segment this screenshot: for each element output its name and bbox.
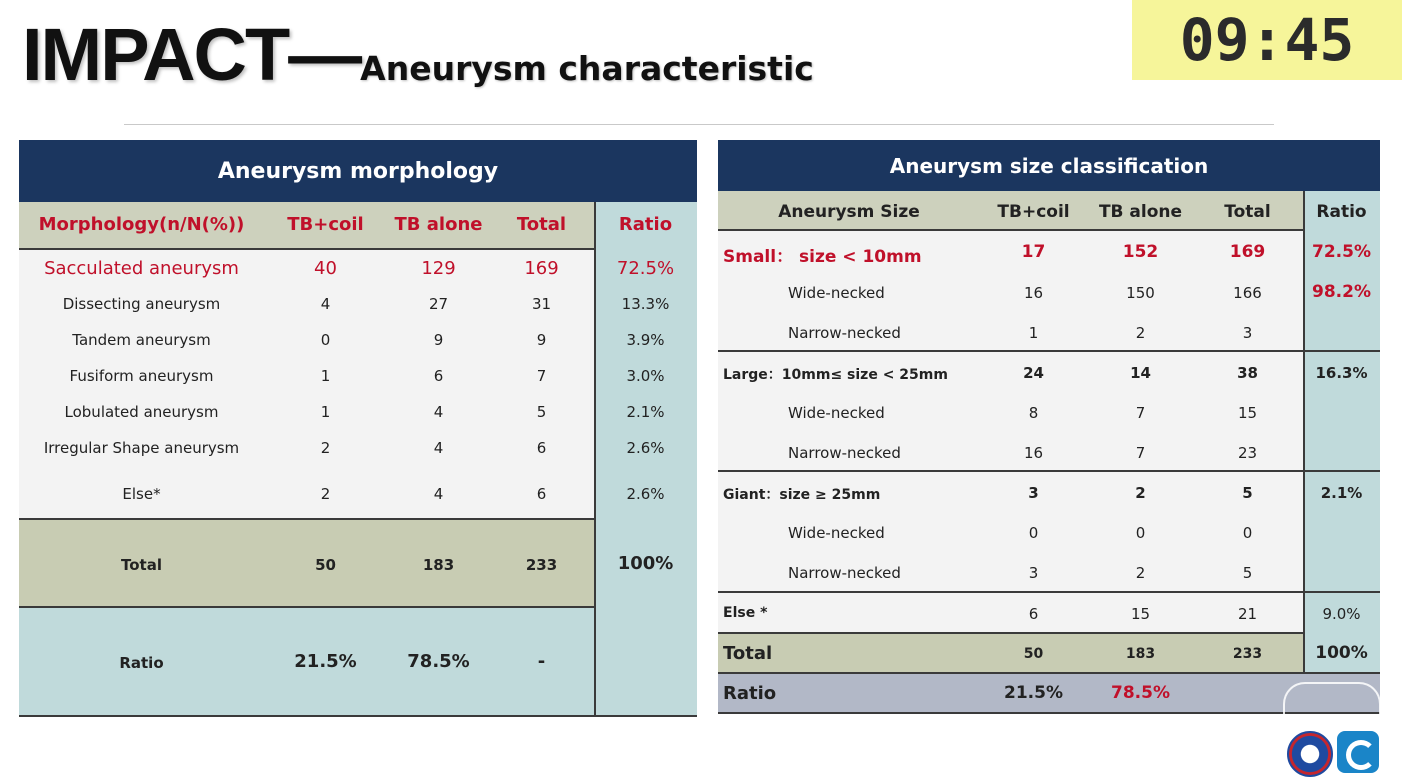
- total-row-tbalone: 183: [422, 556, 455, 574]
- title-divider: [124, 124, 1274, 125]
- col-header-total: Total: [516, 214, 567, 235]
- giant-wide-tbalone: 0: [1135, 524, 1146, 542]
- large-narrow-tbalone: 7: [1135, 444, 1146, 462]
- row-ratio: 2.6%: [626, 485, 665, 503]
- col-header-ratio: Ratio: [618, 214, 673, 235]
- row-name: Else*: [122, 485, 161, 503]
- size-ratio-tbcoil: 21.5%: [1004, 683, 1063, 703]
- group-divider: [718, 350, 1380, 352]
- group-giant-label: Giant：size ≥ 25mm: [723, 487, 881, 503]
- watermark-arc: [1283, 682, 1381, 722]
- title-dash: —: [288, 13, 361, 96]
- group-divider: [718, 591, 1380, 593]
- morphology-ratio-column: [594, 202, 697, 717]
- row-tbalone: 129: [421, 258, 456, 279]
- row-total: 7: [536, 367, 547, 385]
- title-subtitle: Aneurysm characteristic: [360, 49, 814, 88]
- row-name: Irregular Shape aneurysm: [43, 439, 240, 457]
- row-ratio: 72.5%: [616, 258, 675, 279]
- giant-wide-tbcoil: 0: [1028, 524, 1039, 542]
- size-ratio-label: Ratio: [723, 683, 777, 704]
- size-ratio-tbalone: 78.5%: [1111, 683, 1170, 703]
- size-total-tbalone: 183: [1125, 646, 1156, 662]
- large-narrow-total: 23: [1237, 444, 1258, 462]
- giant-wide-label: Wide-necked: [788, 524, 885, 542]
- col-header-total: Total: [1224, 202, 1271, 222]
- group-small-label: Small： size < 10mm: [723, 247, 922, 267]
- group-large-tbalone: 14: [1130, 364, 1151, 382]
- col-header-tbcoil: TB+coil: [997, 202, 1070, 222]
- group-small-tbalone: 152: [1122, 242, 1159, 262]
- row-tbcoil: 2: [320, 439, 331, 457]
- size-total-ratio: 100%: [1315, 643, 1368, 663]
- col-header-tbcoil: TB+coil: [287, 214, 364, 235]
- group-small-tbcoil: 17: [1021, 242, 1046, 262]
- row-tbalone: 4: [433, 485, 444, 503]
- col-header-size: Aneurysm Size: [778, 202, 920, 222]
- large-narrow-label: Narrow-necked: [788, 444, 901, 462]
- row-total: 9: [536, 331, 547, 349]
- group-giant-tbalone: 2: [1135, 484, 1146, 502]
- row-ratio: 2.6%: [626, 439, 665, 457]
- morphology-table: [19, 140, 697, 717]
- row-tbcoil: 1: [320, 403, 331, 421]
- row-tbcoil: 0: [320, 331, 331, 349]
- else-label: Else *: [723, 605, 768, 621]
- row-tbalone: 9: [433, 331, 444, 349]
- large-wide-tbalone: 7: [1135, 404, 1146, 422]
- group-giant-total: 5: [1242, 484, 1253, 502]
- small-wide-total: 166: [1233, 284, 1262, 302]
- size-total-tbcoil: 50: [1023, 646, 1044, 662]
- title-main: IMPACT: [22, 13, 289, 96]
- col-header-ratio: Ratio: [1316, 202, 1367, 222]
- morphology-body: [19, 250, 594, 520]
- row-tbalone: 4: [433, 439, 444, 457]
- total-row-total: 233: [525, 556, 558, 574]
- giant-narrow-label: Narrow-necked: [788, 564, 901, 582]
- size-total-label: Total: [723, 643, 773, 664]
- group-giant-tbcoil: 3: [1028, 484, 1039, 502]
- ratio-row-tbalone: 78.5%: [407, 651, 470, 672]
- row-tbalone: 4: [433, 403, 444, 421]
- size-total-total: 233: [1232, 646, 1263, 662]
- ratio-row-tbcoil: 21.5%: [294, 651, 357, 672]
- morphology-heading: Aneurysm morphology: [19, 140, 697, 202]
- row-total: 169: [524, 258, 559, 279]
- col-header-tbalone: TB alone: [394, 214, 483, 235]
- app-logo: [1337, 731, 1379, 773]
- large-wide-label: Wide-necked: [788, 404, 885, 422]
- group-small-ratio: 72.5%: [1312, 242, 1371, 262]
- total-row-tbcoil: 50: [315, 556, 336, 574]
- giant-narrow-tbalone: 2: [1135, 564, 1146, 582]
- else-ratio: 9.0%: [1322, 605, 1361, 623]
- group-giant-ratio: 2.1%: [1320, 484, 1363, 502]
- row-ratio: 3.9%: [626, 331, 665, 349]
- col-header-tbalone: TB alone: [1098, 202, 1183, 222]
- group-small-total: 169: [1229, 242, 1266, 262]
- size-table: [718, 140, 1380, 714]
- row-tbalone: 6: [433, 367, 444, 385]
- university-seal-logo: [1287, 731, 1333, 777]
- else-total: 21: [1237, 605, 1258, 623]
- row-ratio: 3.0%: [626, 367, 665, 385]
- row-total: 5: [536, 403, 547, 421]
- small-wide-ratio: 98.2%: [1312, 282, 1371, 302]
- small-narrow-tbcoil: 1: [1028, 324, 1039, 342]
- group-large-tbcoil: 24: [1023, 364, 1044, 382]
- row-tbcoil: 2: [320, 485, 331, 503]
- size-ratio-column: [1303, 191, 1380, 714]
- giant-narrow-total: 5: [1242, 564, 1253, 582]
- small-narrow-label: Narrow-necked: [788, 324, 901, 342]
- row-name: Fusiform aneurysm: [69, 367, 214, 385]
- row-tbcoil: 1: [320, 367, 331, 385]
- row-total: 31: [531, 295, 552, 313]
- small-narrow-total: 3: [1242, 324, 1253, 342]
- small-wide-label: Wide-necked: [788, 284, 885, 302]
- row-name: Dissecting aneurysm: [62, 295, 221, 313]
- row-ratio: 2.1%: [626, 403, 665, 421]
- col-header-morphology: Morphology(n/N(%)): [38, 214, 245, 235]
- group-large-ratio: 16.3%: [1315, 364, 1368, 382]
- large-wide-total: 15: [1237, 404, 1258, 422]
- large-narrow-tbcoil: 16: [1023, 444, 1044, 462]
- row-total: 6: [536, 439, 547, 457]
- row-name: Tandem aneurysm: [72, 331, 211, 349]
- else-tbalone: 15: [1130, 605, 1151, 623]
- row-total: 6: [536, 485, 547, 503]
- group-large-label: Large：10mm≤ size < 25mm: [723, 367, 948, 383]
- ratio-row-total: -: [537, 651, 546, 672]
- row-name: Lobulated aneurysm: [64, 403, 219, 421]
- slide-title: [22, 12, 814, 96]
- large-wide-tbcoil: 8: [1028, 404, 1039, 422]
- ratio-row-label: Ratio: [119, 654, 164, 672]
- row-tbcoil: 4: [320, 295, 331, 313]
- giant-narrow-tbcoil: 3: [1028, 564, 1039, 582]
- group-large-total: 38: [1237, 364, 1258, 382]
- countdown-timer: 09:45: [1132, 0, 1402, 80]
- row-ratio: 13.3%: [621, 295, 670, 313]
- small-narrow-tbalone: 2: [1135, 324, 1146, 342]
- total-row-label: Total: [121, 556, 162, 574]
- row-name: Sacculated aneurysm: [44, 258, 239, 279]
- row-tbalone: 27: [428, 295, 449, 313]
- small-wide-tbcoil: 16: [1023, 284, 1044, 302]
- size-heading: Aneurysm size classification: [718, 140, 1380, 191]
- row-tbcoil: 40: [314, 258, 337, 279]
- giant-wide-total: 0: [1242, 524, 1253, 542]
- small-wide-tbalone: 150: [1126, 284, 1155, 302]
- group-divider: [718, 470, 1380, 472]
- total-row-ratio: 100%: [617, 553, 674, 574]
- else-tbcoil: 6: [1028, 605, 1039, 623]
